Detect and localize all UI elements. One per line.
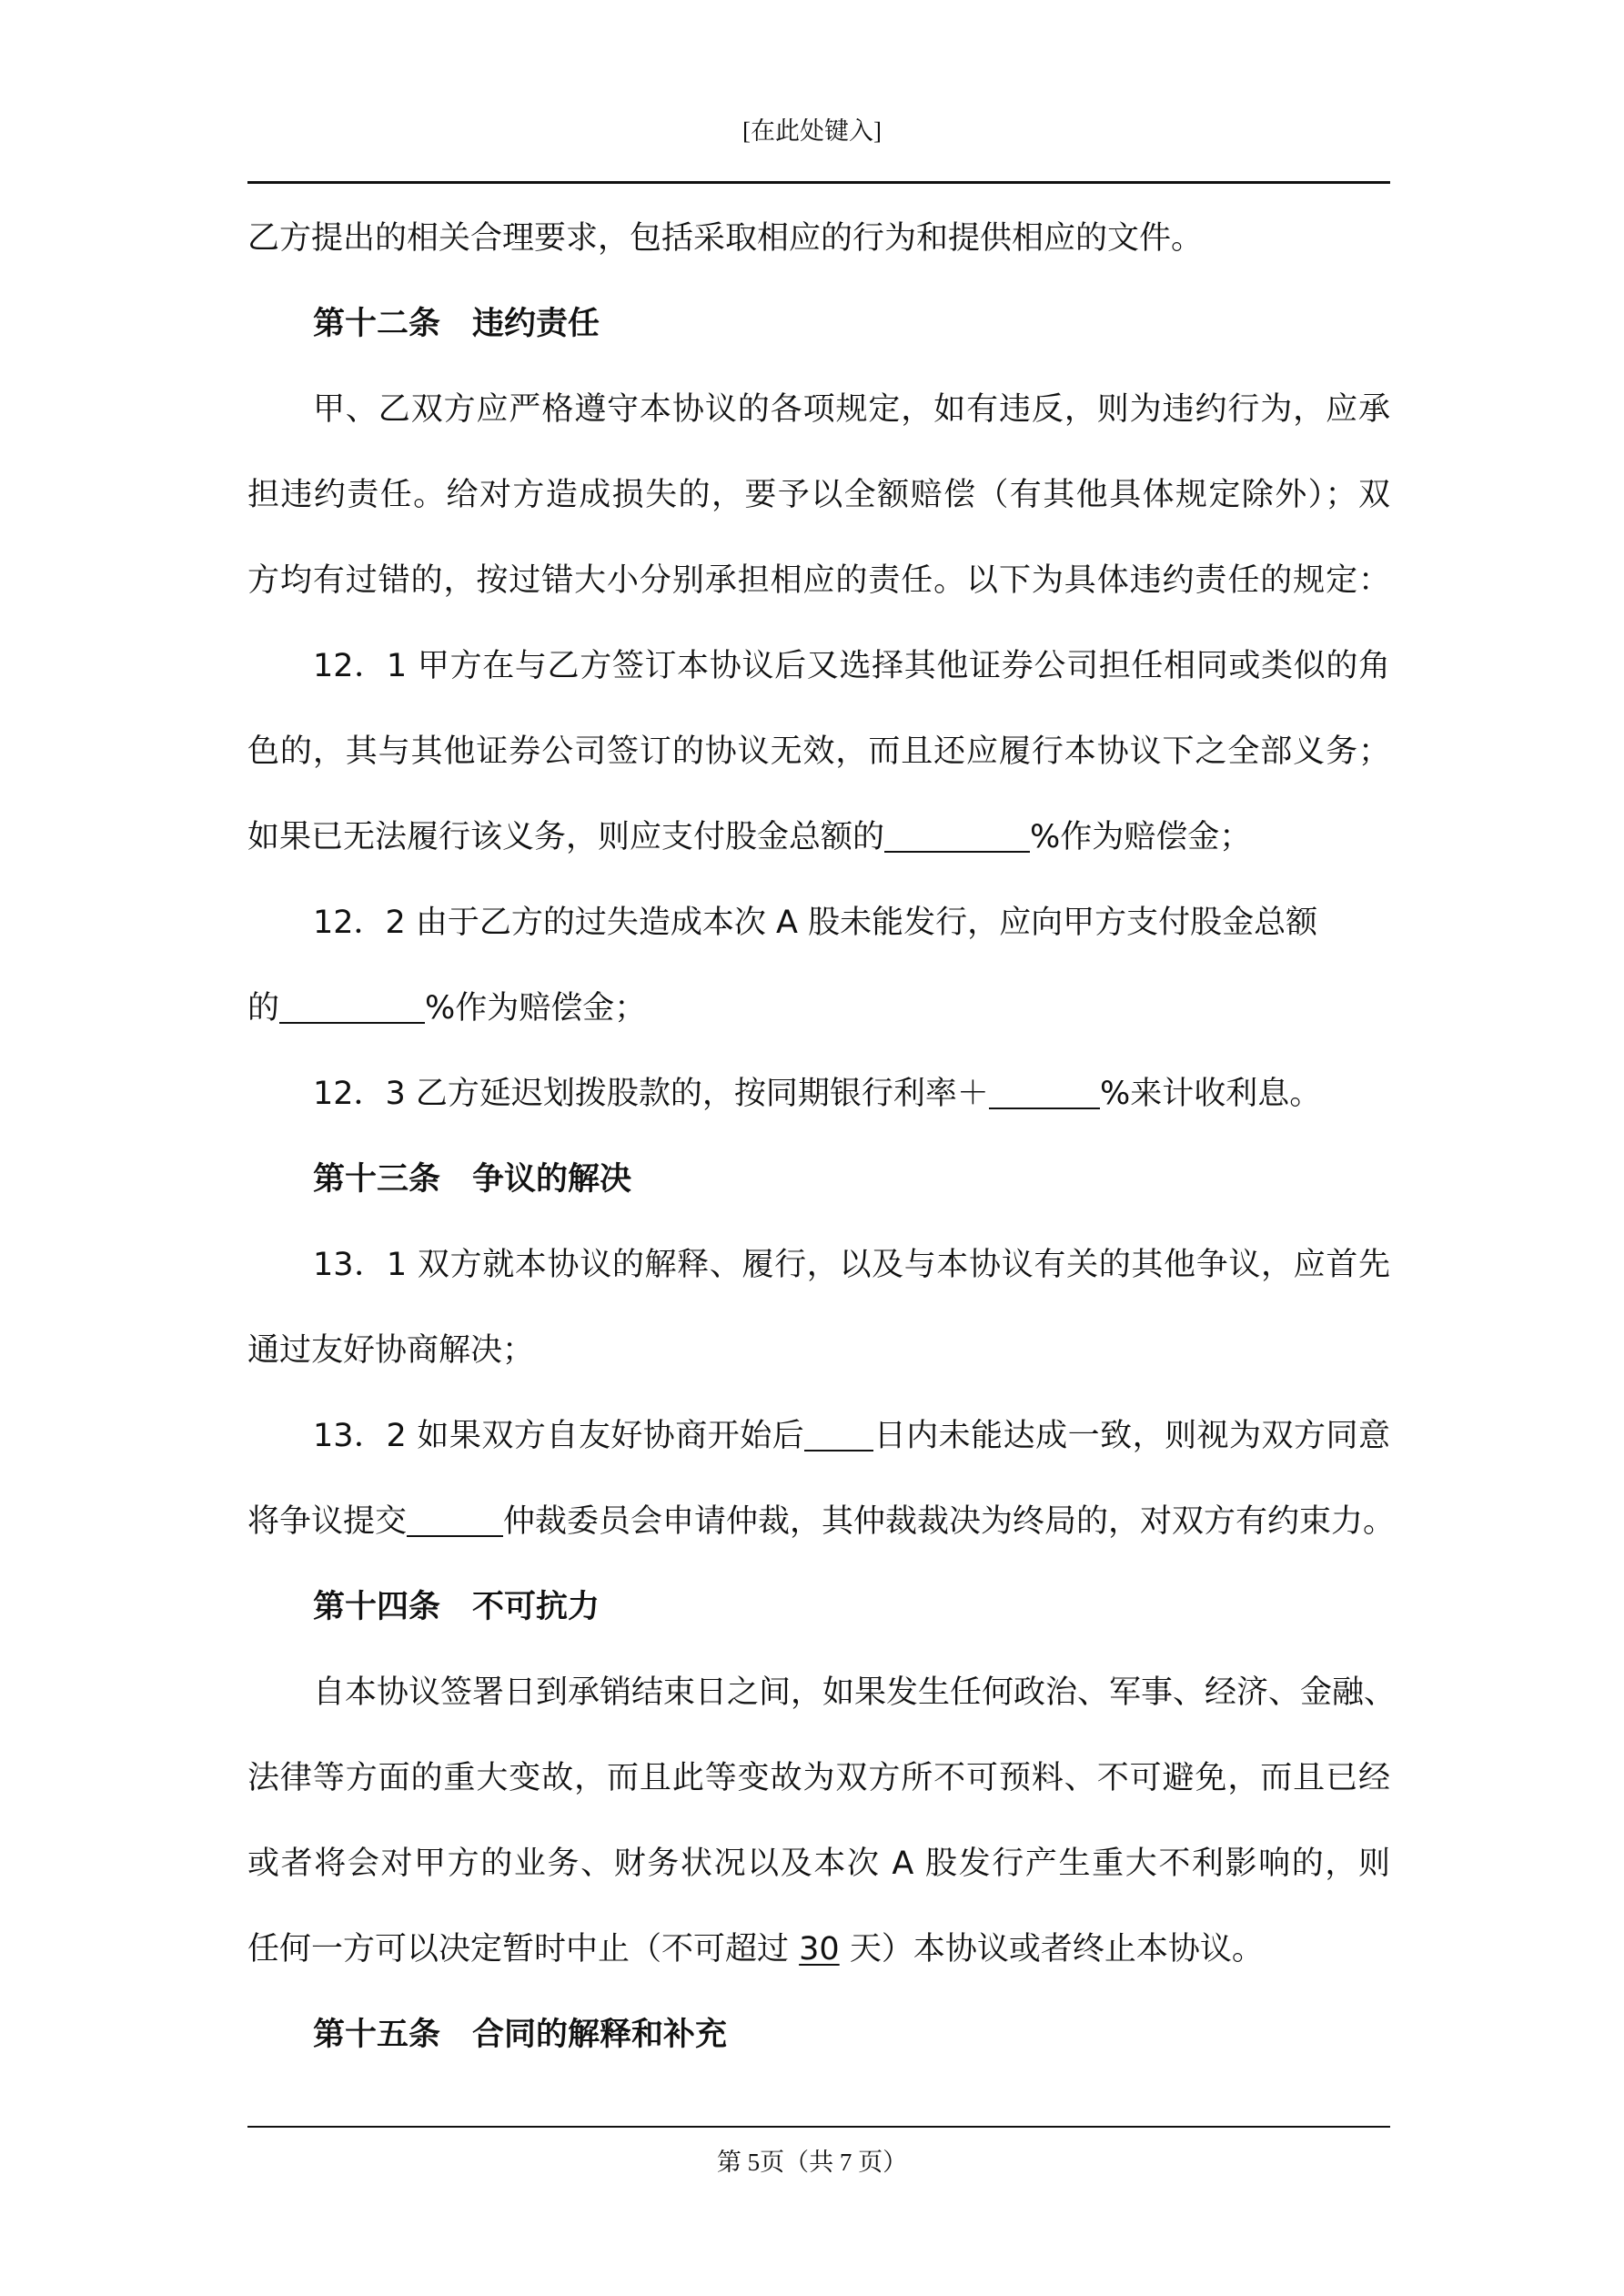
section-heading-12: 第十二条 违约责任 [313,306,600,342]
clause-12-2: 12．2 由于乙方的过失造成本次 A 股未能发行，应向甲方支付股金总额 [313,905,1318,941]
header-text: [在此处键入] [742,117,882,145]
line-text: 13．2 如果双方自友好协商开始后 [313,1418,805,1454]
line-text: 仲裁委员会申请仲裁，其仲裁裁决为终局的，对双方有约束力。 [503,1503,1396,1540]
fill-blank [407,1502,503,1537]
paragraph-line: 担违约责任。给对方造成损失的，要予以全额赔偿（有其他具体规定除外）；双 [247,477,1390,513]
paragraph-line: 甲、乙双方应严格遵守本协议的各项规定，如有违反，则为违约行为，应承 [313,391,1390,428]
paragraph-line: 自本协议签署日到承销结束日之间，如果发生任何政治、军事、经济、金融、 [313,1674,1397,1711]
line-text: %来计收利息。 [1099,1076,1322,1112]
fill-blank [989,1075,1100,1109]
line-text: %作为赔偿金； [1030,819,1252,855]
paragraph-line [247,810,1251,865]
paragraph-line [247,981,646,1036]
clause-12-1: 12．1 甲方在与乙方签订本协议后又选择其他证券公司担任相同或类似的角 [313,648,1390,684]
header-rule [247,181,1390,184]
line-text: %作为赔偿金； [425,990,647,1027]
paragraph-line [247,1922,1264,1977]
line-text: 将争议提交 [247,1503,408,1540]
fill-blank [804,1417,873,1451]
paragraph-line: 乙方提出的相关合理要求，包括采取相应的行为和提供相应的文件。 [247,220,1204,257]
fill-blank [884,818,1030,853]
line-text: 如果已无法履行该义务，则应支付股金总额的 [247,819,885,855]
paragraph-line: 法律等方面的重大变故，而且此等变故为双方所不可预料、不可避免，而且已经 [247,1760,1390,1796]
fill-blank [279,989,425,1024]
paragraph-line [247,1494,1396,1549]
footer-rule [247,2126,1390,2128]
paragraph-line: 通过友好协商解决； [247,1332,535,1369]
section-heading-15: 第十五条 合同的解释和补充 [313,2017,728,2053]
line-text: 12．3 乙方延迟划拨股款的，按同期银行利率＋ [313,1076,989,1112]
paragraph-line: 方均有过错的，按过错大小分别承担相应的责任。以下为具体违约责任的规定： [247,562,1390,599]
line-text: 的 [247,990,280,1027]
clause-13-2 [313,1409,1390,1463]
line-text: 天）本协议或者终止本协议。 [839,1931,1264,1967]
clause-12-3 [313,1067,1321,1121]
section-heading-14: 第十四条 不可抗力 [313,1589,600,1625]
days-value: 30 [799,1931,840,1967]
line-text: 任何一方可以决定暂时中止（不可超过 [247,1931,800,1967]
paragraph-line: 色的，其与其他证券公司签订的协议无效，而且还应履行本协议下之全部义务； [247,733,1390,770]
line-text: 日内未能达成一致，则视为双方同意 [873,1418,1390,1454]
paragraph-line: 或者将会对甲方的业务、财务状况以及本次 A 股发行产生重大不利影响的，则 [247,1846,1390,1882]
section-heading-13: 第十三条 争议的解决 [313,1161,632,1198]
clause-13-1: 13．1 双方就本协议的解释、履行，以及与本协议有关的其他争议，应首先 [313,1247,1390,1283]
page-number: 第 5页（共 7 页） [716,2149,908,2176]
